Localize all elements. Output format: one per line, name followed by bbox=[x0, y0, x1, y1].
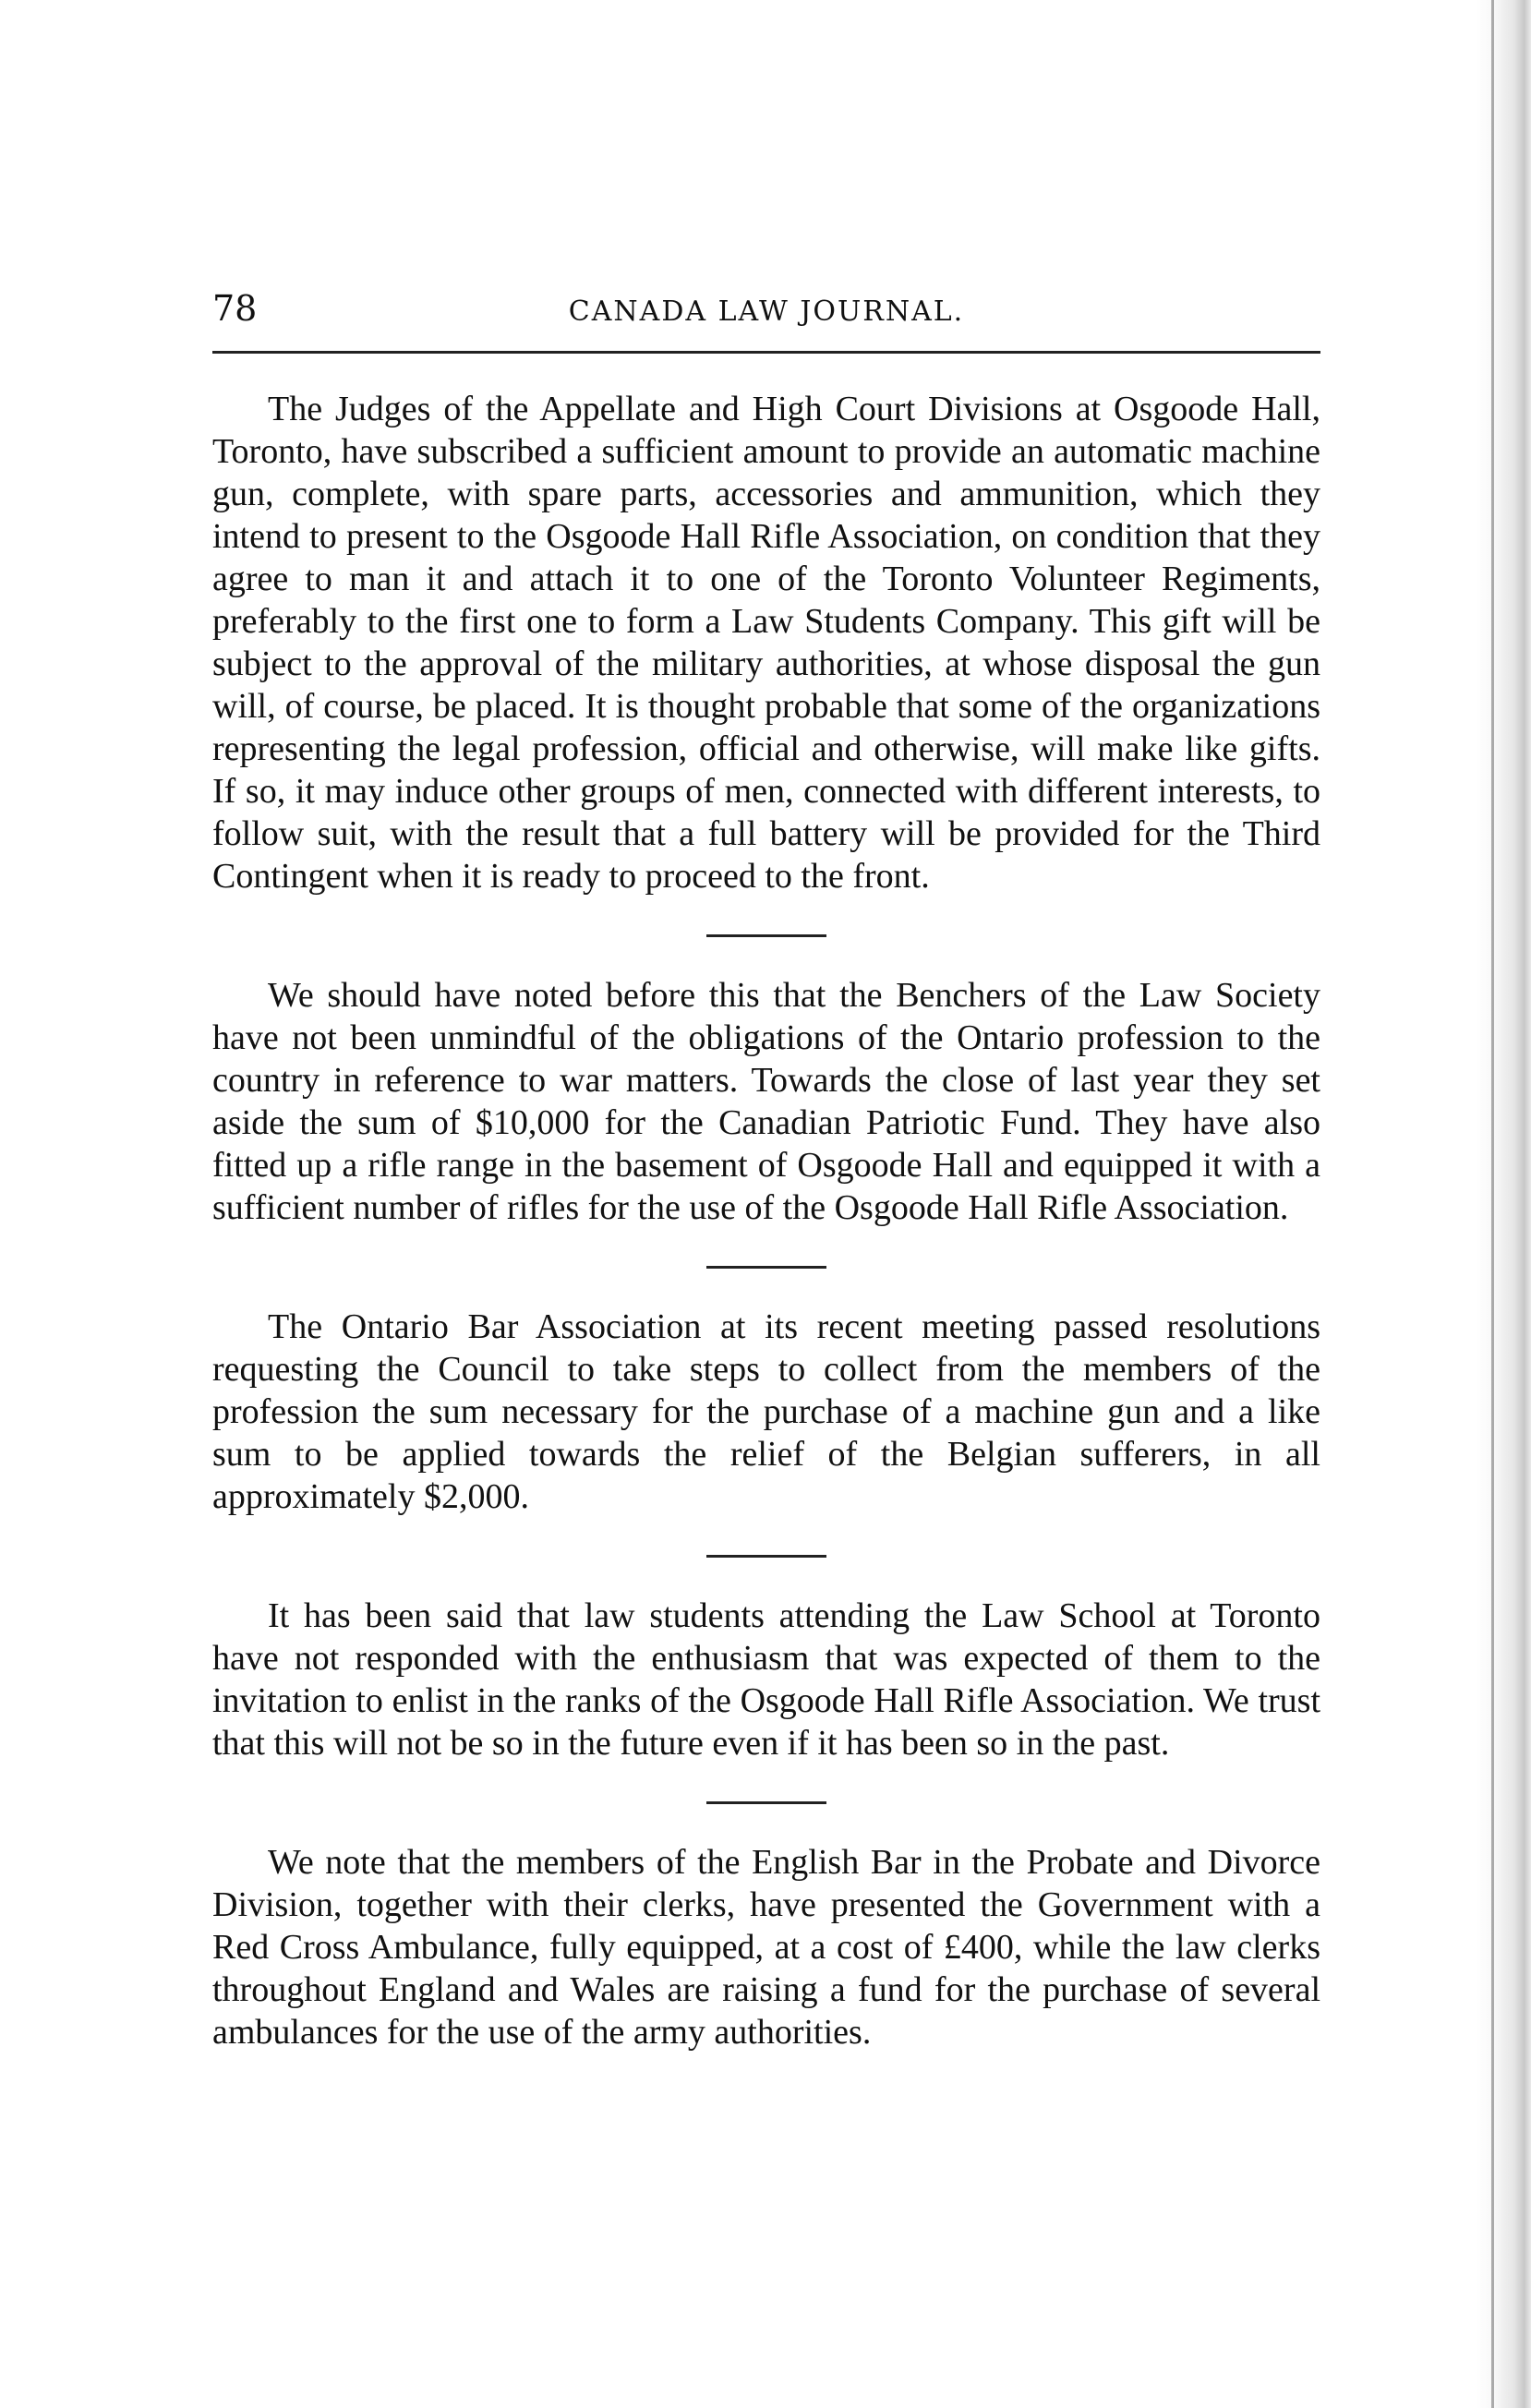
running-title: CANADA LAW JOURNAL. bbox=[568, 295, 965, 328]
page-number: 78 bbox=[212, 288, 258, 329]
page-header bbox=[212, 284, 1320, 340]
section-separator bbox=[706, 1266, 826, 1269]
scan-edge-shadow bbox=[1476, 0, 1531, 2408]
section-separator bbox=[706, 1555, 826, 1558]
scan-edge-line bbox=[1491, 0, 1494, 2408]
paragraph-machine-gun-gift: The Judges of the Appellate and High Court Divisions at Osgoode Hall, Toronto, have subscribed a sufficient amount to provide an automatic machine gun, complete, with spare parts, accessories and ammunition, which they intend to present to the Osgoode Hall Rifle Association, on condition that they agree to man it and attach it to one of the Toronto Volunteer Regiments, preferably to the first one to form a Law Students Company. This gift will be subject to the approval of the military authorities, at whose disposal the gun will, of course, be placed. It is thought probable that some of the organizations representing the legal profession, official and otherwise, will make like gifts. If so, it may induce other groups of men, connected with different interests, to follow suit, with the result that a full battery will be provided for the Third Contingent when it is ready to proceed to the front. bbox=[212, 390, 1320, 896]
section-separator bbox=[706, 934, 826, 937]
paragraph-benchers: We should have noted before this that the Benchers of the Law Society have not been unmindful of the obligations of the Ontario profession to the country in reference to war matters. Towards the close of last year they set aside the sum of $10,000 for the Canadian Patriotic Fund. They have also fitted up a rifle range in the basement of Osgoode Hall and equipped it with a sufficient number of rifles for the use of the Osgoode Hall Rifle Association. bbox=[212, 976, 1320, 1227]
paragraph-bar-association: The Ontario Bar Association at its recent meeting passed resolutions requesting the Council to take steps to collect from the members of the profession the sum necessary for the purchase of a machine gun and a like sum to be applied towards the relief of the Belgian sufferers, in all approximately $2,000. bbox=[212, 1307, 1320, 1516]
paragraph-english-bar: We note that the members of the English Bar in the Probate and Divorce Division, together with their clerks, have presented the Government with a Red Cross Ambulance, fully equipped, at a cost of £400, while the law clerks throughout England and Wales are raising a fund for the purchase of several ambulances for the use of the army authorities. bbox=[212, 1843, 1320, 2052]
section-separator bbox=[706, 1801, 826, 1804]
paragraph-law-students: It has been said that law students attending the Law School at Toronto have not responded with the enthusiasm that was expected of them to the invitation to enlist in the ranks of the Osgoode Hall Rifle Association. We trust that this will not be so in the future even if it has been so in the past. bbox=[212, 1596, 1320, 1763]
article-body bbox=[212, 388, 1320, 2053]
header-rule bbox=[212, 351, 1320, 354]
